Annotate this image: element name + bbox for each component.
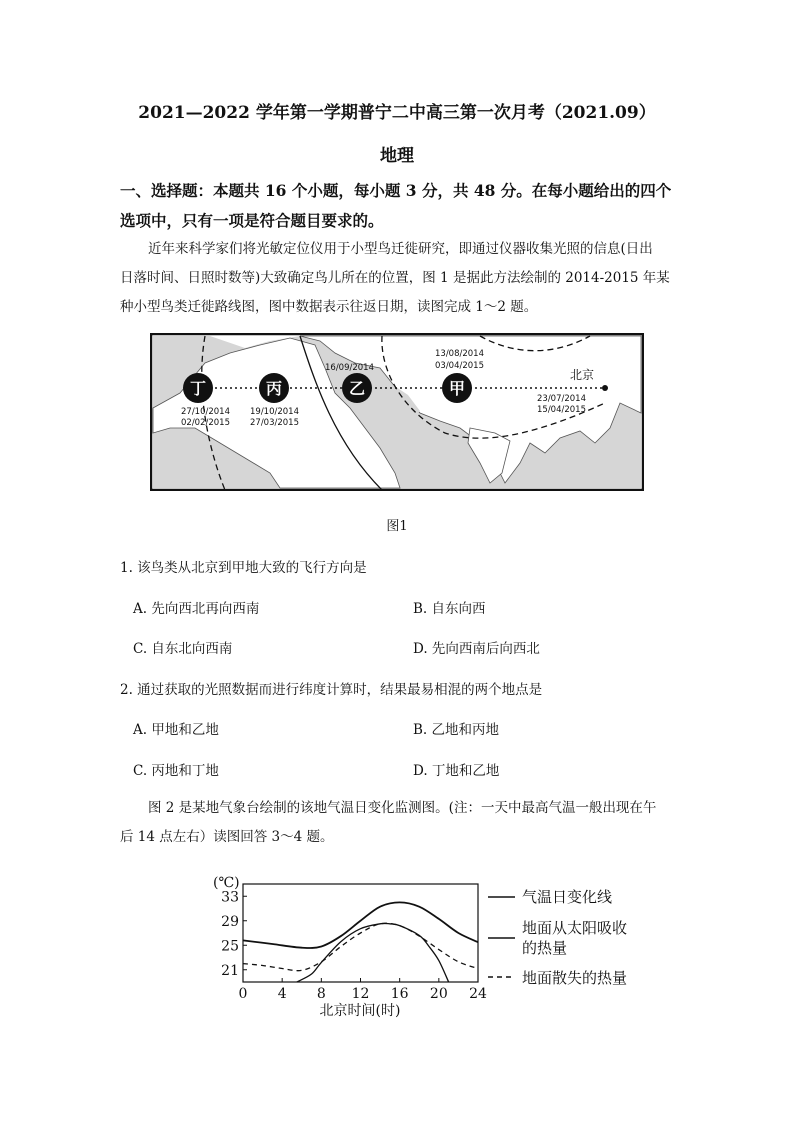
x-tick-label: 20 bbox=[429, 986, 448, 1002]
x-tick-label: 16 bbox=[390, 986, 409, 1002]
legend-label: 地面从太阳吸收 bbox=[522, 919, 628, 937]
option-c: C. 自东北向西南 bbox=[133, 641, 233, 657]
legend-label: 地面散失的热量 bbox=[522, 969, 628, 987]
site-date: 15/04/2015 bbox=[537, 405, 586, 415]
section-heading-line: 一、选择题：本题共 16 个小题，每小题 3 分，共 48 分。在每小题给出的四个 bbox=[120, 181, 672, 200]
option-a: A. 先向西北再向西南 bbox=[133, 601, 260, 617]
y-tick-label: 25 bbox=[221, 938, 239, 955]
x-tick-label: 4 bbox=[277, 986, 287, 1002]
figure-caption: 图1 bbox=[386, 519, 408, 534]
intro-paragraph bbox=[120, 235, 680, 322]
site-date: 03/04/2015 bbox=[435, 361, 484, 371]
site-date: 27/03/2015 bbox=[250, 418, 299, 428]
option-d: D. 先向西南后向西北 bbox=[413, 641, 540, 657]
site-date: 27/10/2014 bbox=[181, 407, 230, 417]
series-line-0 bbox=[243, 902, 478, 948]
beijing-label: 北京 bbox=[570, 368, 595, 382]
series-line-2 bbox=[243, 923, 478, 970]
site-label: 乙 bbox=[348, 379, 366, 398]
site-date: 23/07/2014 bbox=[537, 394, 586, 404]
paragraph-line: 后 14 点左右）读图回答 3～4 题。 bbox=[120, 829, 334, 845]
option-c: C. 丙地和丁地 bbox=[133, 763, 219, 779]
subject-title: 地理 bbox=[380, 146, 414, 166]
x-tick-label: 12 bbox=[351, 986, 370, 1002]
x-axis-label: 北京时间(时) bbox=[319, 1003, 401, 1019]
paragraph-line: 种小型鸟类迁徙路线图，图中数据表示往返日期，读图完成 1～2 题。 bbox=[120, 299, 538, 315]
option-d: D. 丁地和乙地 bbox=[413, 763, 500, 779]
option-a: A. 甲地和乙地 bbox=[133, 722, 219, 738]
option-b: B. 自东向西 bbox=[413, 601, 486, 617]
paragraph-line: 近年来科学家们将光敏定位仪用于小型鸟迁徙研究，即通过仪器收集光照的信息(日出 bbox=[148, 241, 653, 257]
migration-map bbox=[150, 333, 644, 491]
x-tick-label: 0 bbox=[238, 986, 248, 1002]
legend-label: 的热量 bbox=[522, 939, 568, 957]
section-heading bbox=[120, 176, 680, 236]
question-stem: 1. 该鸟类从北京到甲地大致的飞行方向是 bbox=[120, 560, 367, 576]
site-label: 丙 bbox=[265, 379, 283, 398]
x-tick-label: 8 bbox=[316, 986, 326, 1002]
paragraph-line: 图 2 是某地气象台绘制的该地气温日变化监测图。(注：一天中最高气温一般出现在午 bbox=[148, 800, 657, 816]
question-stem: 2. 通过获取的光照数据而进行纬度计算时，结果最易相混的两个地点是 bbox=[120, 682, 543, 698]
paragraph-line: 日落时间、日照时数等)大致确定鸟儿所在的位置，图 1 是据此方法绘制的 2014-2015 年某 bbox=[120, 270, 670, 286]
intro-paragraph-2 bbox=[120, 794, 680, 852]
site-date: 19/10/2014 bbox=[250, 407, 299, 417]
page-title: 2021—2022 学年第一学期普宁二中高三第一次月考（2021.09） bbox=[138, 103, 656, 123]
site-date: 02/02/2015 bbox=[181, 418, 230, 428]
y-tick-label: 33 bbox=[221, 889, 239, 906]
y-tick-label: 21 bbox=[221, 962, 239, 979]
site-label: 甲 bbox=[448, 379, 466, 398]
section-heading-line: 选项中，只有一项是符合题目要求的。 bbox=[120, 211, 384, 230]
site-label: 丁 bbox=[189, 379, 207, 398]
y-axis-label: (℃) bbox=[213, 875, 240, 891]
option-b: B. 乙地和丙地 bbox=[413, 722, 500, 738]
x-tick-label: 24 bbox=[469, 986, 487, 1002]
site-date: 16/09/2014 bbox=[325, 363, 374, 373]
series-line-1 bbox=[297, 923, 449, 982]
temperature-chart bbox=[205, 868, 655, 1023]
y-tick-label: 29 bbox=[221, 913, 239, 930]
site-date: 13/08/2014 bbox=[435, 349, 484, 359]
legend-label: 气温日变化线 bbox=[522, 888, 613, 906]
